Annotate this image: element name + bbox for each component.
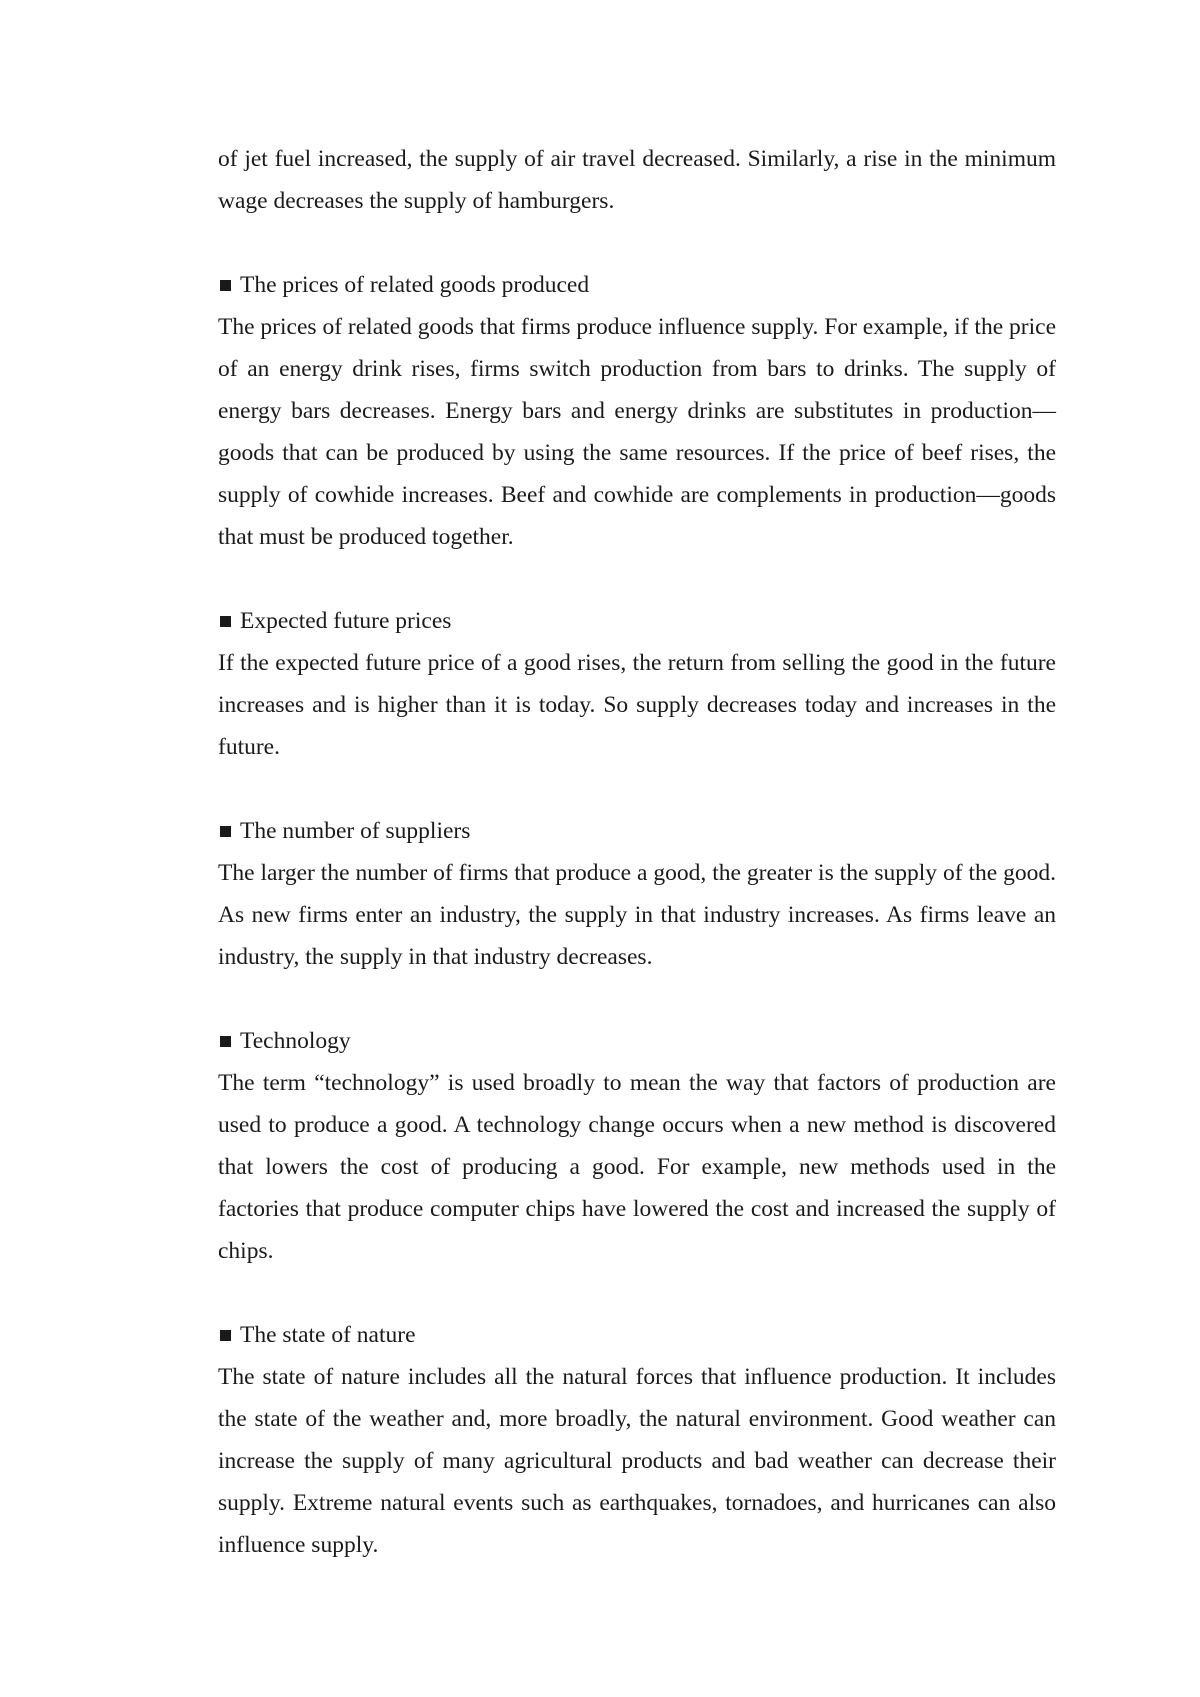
section-body: If the expected future price of a good rises, the return from selling the good in the future increases and is higher than it is today. So supply decreases today and increases in the future. [218,650,1056,760]
intro-paragraph: of jet fuel increased, the supply of air travel decreased. Similarly, a rise in the minimum wage decreases the supply of hamburgers. [218,146,1056,214]
square-bullet-icon [220,616,231,627]
section-heading [218,264,1056,306]
section-heading [218,1314,1056,1356]
section-heading-text: Technology [240,1028,351,1054]
section-body: The term “technology” is used broadly to mean the way that factors of production are used to produce a good. A technology change occurs when a new method is discovered that lowers the cost of producing a good. For example, new methods used in the factories that produce computer chips have lowered the cost and increased the supply of chips. [218,1070,1056,1264]
section-heading-text: The number of suppliers [240,818,471,844]
document-page [218,138,1056,1566]
section-heading-text: The prices of related goods produced [240,272,590,298]
section-heading-text: The state of nature [240,1322,416,1348]
section-related-goods [218,264,1056,558]
section-number-of-suppliers [218,810,1056,978]
section-heading [218,600,1056,642]
section-heading [218,810,1056,852]
section-body: The state of nature includes all the natural forces that influence production. It includes the state of the weather and, more broadly, the natural environment. Good weather can increase the supply of many agricultural products and bad weather can decrease their supply. Extreme natural events such as earthquakes, tornadoes, and hurricanes can also influence supply. [218,1364,1056,1558]
section-state-of-nature [218,1314,1056,1566]
square-bullet-icon [220,1036,231,1047]
square-bullet-icon [220,280,231,291]
square-bullet-icon [220,1330,231,1341]
section-body: The prices of related goods that firms produce influence supply. For example, if the price of an energy drink rises, firms switch production from bars to drinks. The supply of energy bars decreases. Energy bars and energy drinks are substitutes in production—goods that can be produced by using the same resources. If the price of beef rises, the supply of cowhide increases. Beef and cowhide are complements in production—goods that must be produced together. [218,314,1056,550]
section-heading-text: Expected future prices [240,608,452,634]
section-technology [218,1020,1056,1272]
section-expected-future-prices [218,600,1056,768]
section-body: The larger the number of firms that produce a good, the greater is the supply of the good. As new firms enter an industry, the supply in that industry increases. As firms leave an industry, the supply in that industry decreases. [218,860,1056,970]
section-heading [218,1020,1056,1062]
square-bullet-icon [220,826,231,837]
